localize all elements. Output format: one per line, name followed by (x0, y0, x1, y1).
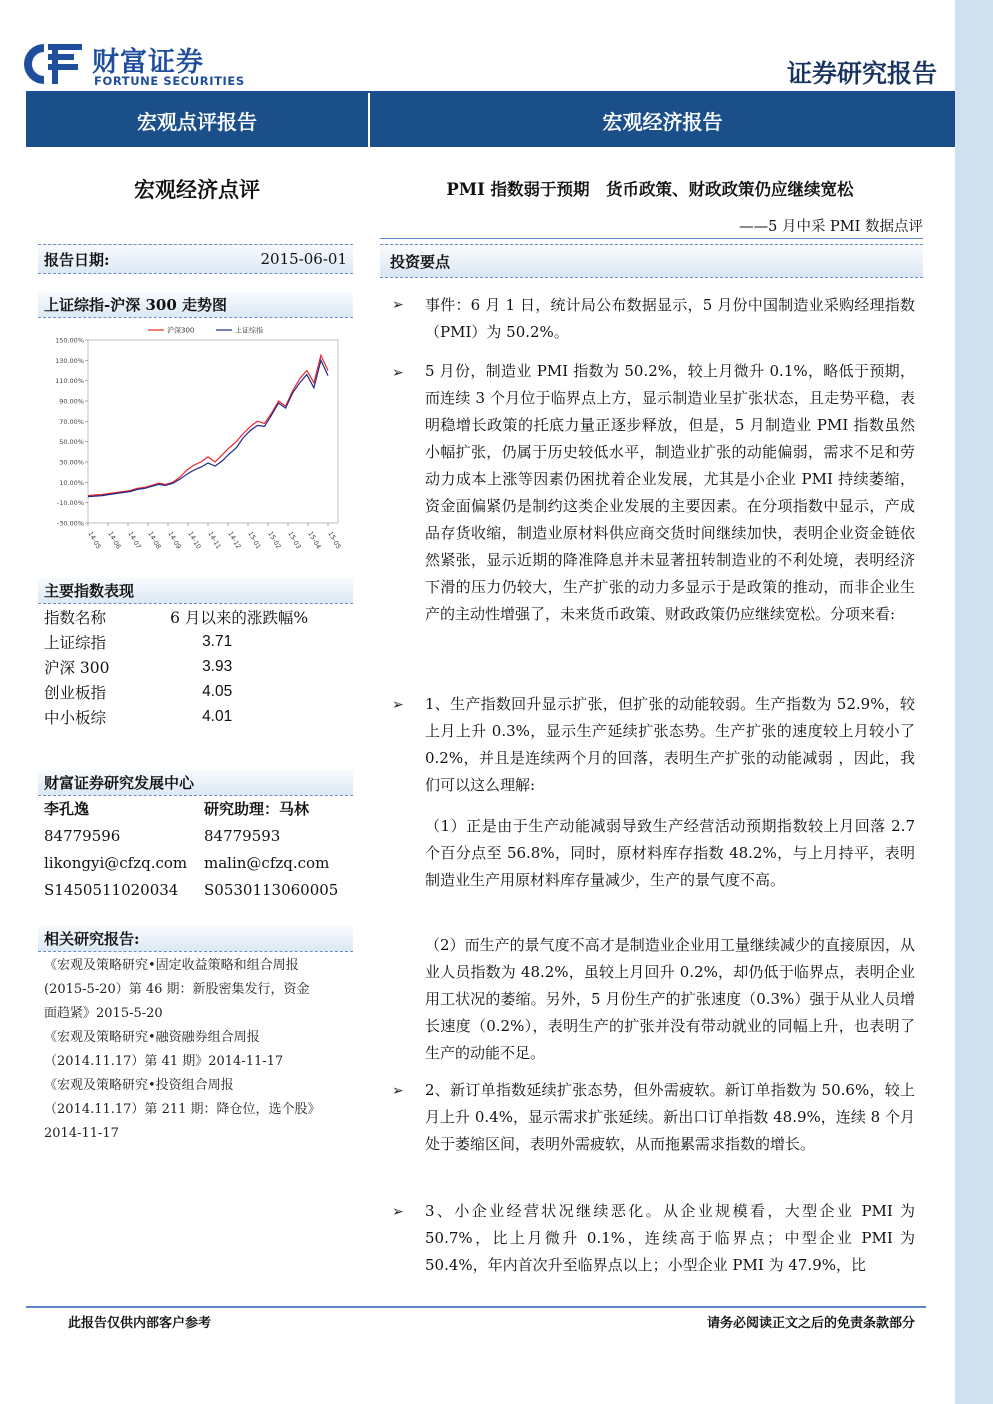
x-tick-label: 15-01 (246, 530, 263, 551)
analyst-1-name: 李孔逸 (44, 800, 90, 818)
paragraph-event: 事件：6 月 1 日，统计局公布数据显示，5 月份中国制造业采购经理指数（PMI）为 50.2%。 (425, 296, 915, 341)
index-col-change: 6 月以来的涨跌幅% (170, 608, 309, 627)
report-date-box (38, 244, 353, 274)
x-tick-label: 14-12 (226, 530, 243, 551)
table-row (38, 654, 353, 679)
index-trend-chart (38, 318, 353, 568)
footer-disclaimer-right: 请务必阅读正文之后的免责条款部分 (706, 1316, 915, 1331)
analyst-1-cert: S1450511020034 (44, 881, 179, 899)
index-table-header (38, 604, 353, 629)
paragraph-production-1: （1）正是由于生产动能减弱导致生产经营活动预期指数较上月回落 2.7 个百分点至 56.8%，同时，原材料库存指数 48.2%，与上月持平，表明制造业生产用原材料库存量减少，生产的景气度不高。 (425, 817, 915, 889)
subtitle-rule (380, 238, 923, 239)
banner-left: 宏观点评报告 (26, 93, 368, 147)
index-name: 创业板指 (44, 683, 107, 702)
paragraph-new-orders: 2、新订单指数延续扩张态势，但外需疲软。新订单指数为 50.6%，较上月上升 0.4%，显示需求扩张延续。新出口订单指数 48.9%，连续 8 个月处于萎缩区间，表明外需疲软，从而拖累需求指数的增长。 (425, 1081, 915, 1153)
index-name: 上证综指 (44, 633, 107, 652)
index-value: 4.05 (202, 682, 233, 700)
x-tick-label: 14-05 (86, 530, 103, 551)
index-value: 3.93 (202, 657, 233, 675)
index-name: 中小板综 (44, 708, 107, 727)
related-reports-box (38, 926, 353, 1148)
x-tick-label: 15-03 (286, 530, 303, 551)
list-item: 《宏观及策略研究•投资组合周报 (44, 1078, 234, 1093)
y-tick-label: 150.00% (55, 336, 84, 345)
banner-right: 宏观经济报告 (370, 93, 955, 147)
y-tick-label: 130.00% (55, 356, 84, 365)
analyst-2-phone: 84779593 (204, 827, 281, 845)
y-tick-label: 70.00% (59, 417, 84, 426)
footer-disclaimer-left: 此报告仅供内部客户参考 (68, 1316, 212, 1331)
y-tick-label: 90.00% (59, 397, 84, 406)
index-name: 沪深 300 (44, 658, 110, 677)
x-tick-label: 14-10 (186, 530, 203, 551)
index-value: 3.71 (202, 632, 233, 650)
table-row (38, 704, 353, 729)
x-tick-label: 15-05 (326, 530, 343, 551)
index-table (38, 604, 353, 729)
index-performance-box (38, 578, 353, 729)
bullet-icon: ➢ (392, 697, 404, 713)
paragraph-small-enterprise: 3、小企业经营状况继续恶化。从企业规模看，大型企业 PMI 为 50.7%，比上月微升 0.1%，连续高于临界点；中型企业 PMI 为 50.4%，年内首次升至临界点以上；小型企业 PMI 为 47.9%，比 (425, 1202, 915, 1274)
list-item: 《宏观及策略研究•融资融券组合周报 (44, 1030, 260, 1045)
company-logo (22, 40, 247, 90)
trend-chart-svg (38, 318, 353, 568)
paragraph-overview: 5 月份，制造业 PMI 指数为 50.2%，较上月微升 0.1%，略低于预期，而连续 3 个月位于临界点上方，显示制造业呈扩张状态，且走势平稳，表明稳增长政策的托底力量正逐步释放，但是，5 月制造业 PMI 指数虽然小幅扩张，仍属于历史较低水平，制造业扩张的动能偏弱，需求不足和劳动力成本上涨等因素仍困扰着企业发展，尤其是小企业 PMI 持续萎缩，资金面偏紧仍是制约这类企业发展的主要因素。在分项指数中显示，产成品存货收缩，制造业原材料供应商交货时间继续加快，表明企业资金链依然紧张，显示近期的降准降息并未显著扭转制造业的不利处境，表明经济下滑的压力仍较大，生产扩张的动力多显示于是政策的推动，而非企业生产的主动性增强了，未来货币政策、财政政策仍应继续宽松。分项来看: (425, 362, 915, 623)
logo-english-text: FORTUNE SECURITIES (94, 74, 245, 88)
chart-box-title: 上证综指-沪深 300 走势图 (38, 292, 353, 318)
x-tick-label: 14-08 (146, 530, 163, 551)
table-row (38, 629, 353, 654)
paragraph-production-2: （2）而生产的景气度不高才是制造业企业用工量继续减少的直接原因，从业人员指数为 48.2%，虽较上月回升 0.2%，却仍低于临界点，表明企业用工状况的萎缩。另外，5 月份生产的扩张速度（0.3%）强于从业人员增长速度（0.2%），表明生产的扩张并没有带动就业的同幅上升，也表明了生产的动能不足。 (425, 936, 915, 1062)
report-date-label: 报告日期: (44, 250, 110, 269)
bullet-icon: ➢ (392, 365, 404, 381)
list-item: （2014.11.17）第 41 期》2014-11-17 (44, 1054, 284, 1069)
key-points-header: 投资要点 (380, 244, 923, 278)
y-tick-label: 10.00% (59, 478, 84, 487)
index-box-title: 主要指数表现 (38, 578, 353, 604)
right-edge-strip (955, 0, 993, 1404)
x-tick-label: 14-11 (206, 530, 223, 551)
logo-mark-icon (22, 42, 84, 86)
list-item: （2014.11.17）第 211 期：降仓位，选个股》 (44, 1102, 321, 1117)
analyst-2-name: 研究助理：马林 (204, 800, 310, 818)
x-tick-label: 15-04 (306, 530, 323, 551)
y-tick-label: 50.00% (59, 438, 84, 447)
paragraph-production: 1、生产指数回升显示扩张，但扩张的动能较弱。生产指数为 52.9%，较上月上升 0.3%，显示生产延续扩张态势。生产扩张的速度较上月较小了 0.2%，并且是连续两个月的回落，表明生产扩张的动能减弱 ，因此，我们可以这么理解: (425, 695, 915, 794)
analyst-contacts (38, 796, 353, 904)
x-tick-label: 14-09 (166, 530, 183, 551)
analyst-1-phone: 84779596 (44, 827, 121, 845)
index-col-name: 指数名称 (44, 608, 107, 627)
list-item: (2015-5-20）第 46 期：新股密集发行，资金 (44, 982, 310, 997)
list-item: 面趋紧》2015-5-20 (44, 1006, 163, 1021)
report-subtitle: ——5 月中采 PMI 数据点评 (739, 219, 923, 235)
related-reports-list (38, 952, 353, 1148)
x-tick-label: 15-02 (266, 530, 283, 551)
analyst-2-cert: S0530113060005 (204, 881, 339, 899)
y-tick-label: -10.00% (56, 499, 84, 508)
x-tick-label: 14-07 (126, 530, 143, 551)
list-item: 《宏观及策略研究•固定收益策略和组合周报 (44, 958, 299, 973)
related-reports-title: 相关研究报告: (38, 926, 353, 952)
bullet-icon: ➢ (392, 297, 404, 313)
y-tick-label: -30.00% (56, 519, 84, 528)
x-tick-label: 14-06 (106, 530, 123, 551)
report-type-label: 证券研究报告 (786, 59, 937, 88)
bullet-icon: ➢ (392, 1204, 404, 1220)
legend-label: 上证综指 (235, 326, 263, 335)
table-row (38, 679, 353, 704)
section-title: 宏观经济点评 (134, 177, 260, 202)
analyst-1-email[interactable]: likongyi@cfzq.com (44, 854, 188, 872)
logo-chinese-text: 财富证券 (92, 47, 204, 78)
list-item: 2014-11-17 (44, 1126, 119, 1141)
y-tick-label: 110.00% (55, 377, 84, 386)
chart-box (38, 292, 353, 318)
footer-rule (26, 1306, 926, 1308)
index-value: 4.01 (202, 707, 233, 725)
analyst-box (38, 770, 353, 904)
y-tick-label: 30.00% (59, 458, 84, 467)
analyst-2-email[interactable]: malin@cfzq.com (204, 854, 330, 872)
research-center-title: 财富证券研究发展中心 (38, 770, 353, 796)
report-date-value: 2015-06-01 (260, 250, 347, 268)
plot-area (88, 340, 338, 523)
bullet-icon: ➢ (392, 1083, 404, 1099)
report-title: PMI 指数弱于预期 货币政策、财政政策仍应继续宽松 (446, 180, 854, 199)
legend-label: 沪深300 (167, 326, 195, 335)
